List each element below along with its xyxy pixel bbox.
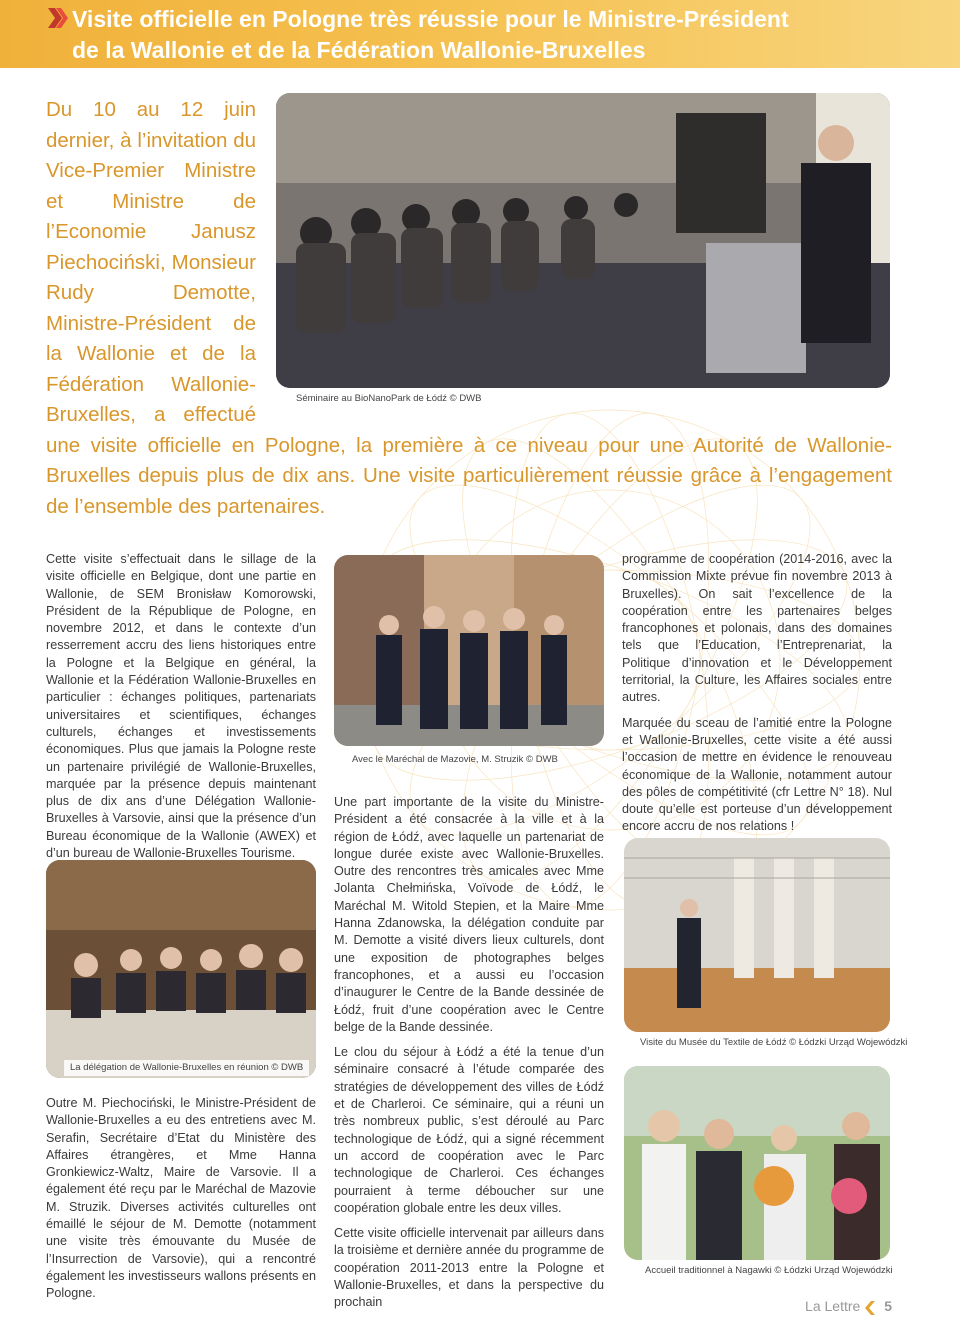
column-2-paragraph-3: Cette visite officielle intervenait par ailleurs dans la troisième et dernière année du programme de coopération 2011-2013 entre la Pologne et Wallonie-Bruxelles, et dans la perspective du prochain: [334, 1226, 604, 1310]
column-3-paragraph-2: Marquée du sceau de l’amitié entre la Pologne et Wallonie-Bruxelles, cette visite a été aussi l’occasion de mettre en évidence le renouveau économique de la Wallonie, notamment autour des pôles de compétitivité (cfr Lettre N° 18). Nul doute qu’elle est porteuse d’un développement encore accru de nos relations !: [622, 715, 892, 834]
meeting-photo: [46, 860, 316, 1078]
footer-label: La Lettre: [805, 1298, 861, 1314]
nagawki-photo: [624, 1066, 890, 1260]
seminar-photo: [276, 93, 890, 388]
article-header: [0, 0, 960, 68]
intro-text: Du 10 au 12 juin dernier, à l’invitation du Vice-Premier Ministre et Ministre de l’Economie Janusz Piechociński, Monsieur Rudy Demotte, Ministre-Président de la Wallonie et de la Fédération Wallonie-Bruxelles, a effectué une visite officielle en Pologne, la première à ce niveau pour une Autorité de Wallonie-Bruxelles depuis plus de dix ans. Une visite particulièrement réussie grâce à l’engagement de l’ensemble des partenaires.: [46, 98, 892, 518]
meeting-caption: La délégation de Wallonie-Bruxelles en réunion © DWB: [64, 1060, 309, 1076]
column-1-bottom: [46, 1095, 316, 1311]
mazovie-photo: [334, 555, 604, 746]
column-2: [334, 794, 604, 1320]
page-number: 5: [884, 1298, 892, 1314]
chevron-right-icon: [46, 5, 72, 31]
column-1-top: [46, 551, 316, 870]
article-title: [72, 4, 789, 66]
chevron-left-icon: [863, 1300, 877, 1316]
column-2-paragraph-2: Le clou du séjour à Łódź a été la tenue d’un séminaire consacré à l’étude comparée des stratégies de développement des villes de Łódź et de Charleroi. Ce séminaire, qui a réuni un très nombreux public, s’est déroulé au Parc technologique de Łódź, qui a signé récemment un accord de coopération avec le Parc technologique de Charleroi. Ces échanges pourraient à terme déboucher sur une coopération globale entre les deux villes.: [334, 1045, 604, 1215]
column-1-paragraph-2: Outre M. Piechociński, le Ministre-Président de Wallonie-Bruxelles a eu des entretiens avec M. Serafin, Secrétaire d’Etat du Ministère des Affaires étrangères, et Mme Hanna Gronkiewicz-Waltz, Maire de Varsovie. Il a également été reçu par le Maréchal de Mazovie M. Struzik. Diverses activités culturelles ont émaillé le séjour de M. Demotte (notamment une visite très émouvante du Musée de l’Insurrection de Varsovie), qui a rencontré également les investisseurs wallons présents en Pologne.: [46, 1096, 316, 1301]
museum-photo: [624, 838, 890, 1032]
mazovie-caption: Avec le Maréchal de Mazovie, M. Struzik © DWB: [352, 754, 558, 765]
title-line-2: de la Wallonie et de la Fédération Wallonie-Bruxelles: [72, 37, 646, 63]
column-1-paragraph-1: Cette visite s’effectuait dans le sillage de la visite officielle en Belgique, dont une partie en Wallonie, de SEM Bronisław Komorowski, Président de la République de Pologne, en novembre 2012, et dans le contexte d’un resserrement accru des liens historiques entre la Pologne et la Belgique en général, la Wallonie et la Fédération Wallonie-Bruxelles en particulier : échanges politiques, partenariats universitaires et scientifiques, échanges culturels, échanges et investissements économiques. Plus que jamais la Pologne reste un partenaire privilégié de Wallonie-Bruxelles, marquée par la présence depuis maintenant plus de dix ans d’une Délégation Wallonie-Bruxelles à Varsovie, ainsi que la présence d’un Bureau économique de la Wallonie (AWEX) et d’un bureau de Wallonie-Bruxelles Tourisme.: [46, 552, 316, 861]
museum-caption: Visite du Musée du Textile de Łódź © Łódzki Urząd Wojewódzki: [640, 1037, 908, 1048]
title-line-1: Visite officielle en Pologne très réussie pour le Ministre-Président: [72, 6, 789, 32]
column-2-paragraph-1: Une part importante de la visite du Ministre-Président a été consacrée à la ville et à la région de Łódź, avec laquelle un partenariat de longue durée existe avec Wallonie-Bruxelles. Outre des rencontres très amicales avec Mme Jolanta Chełmińska, Voïvode de Łódź, le Maréchal M. Witold Stepien, et la Maire Mme Hanna Zdanowska, la délégation conduite par M. Demotte a visité divers lieux culturels, dont une exposition de photographes belges francophones, et a aussi eu l’occasion d’inaugurer le Centre de la Bande dessinée de Łódź, fruit d’une coopération avec le Centre belge de la Bande dessinée.: [334, 795, 604, 1034]
column-3-paragraph-1: programme de coopération (2014-2016, avec la Commission Mixte prévue fin novembre 2013 à Bruxelles). On sait l’excellence de la coopération entre les partenaires belges francophones et polonais, dans des domaines tels que l’Education, l’Entreprenariat, la Politique d’innovation et le Développement territorial, la Culture, les Affaires sociales entre autres.: [622, 552, 892, 705]
seminar-caption: Séminaire au BioNanoPark de Łódź © DWB: [296, 393, 482, 404]
page-footer: [805, 1298, 892, 1314]
column-3: [622, 551, 892, 844]
nagawki-caption: Accueil traditionnel à Nagawki © Łódzki Urząd Wojewódzki: [645, 1265, 893, 1276]
